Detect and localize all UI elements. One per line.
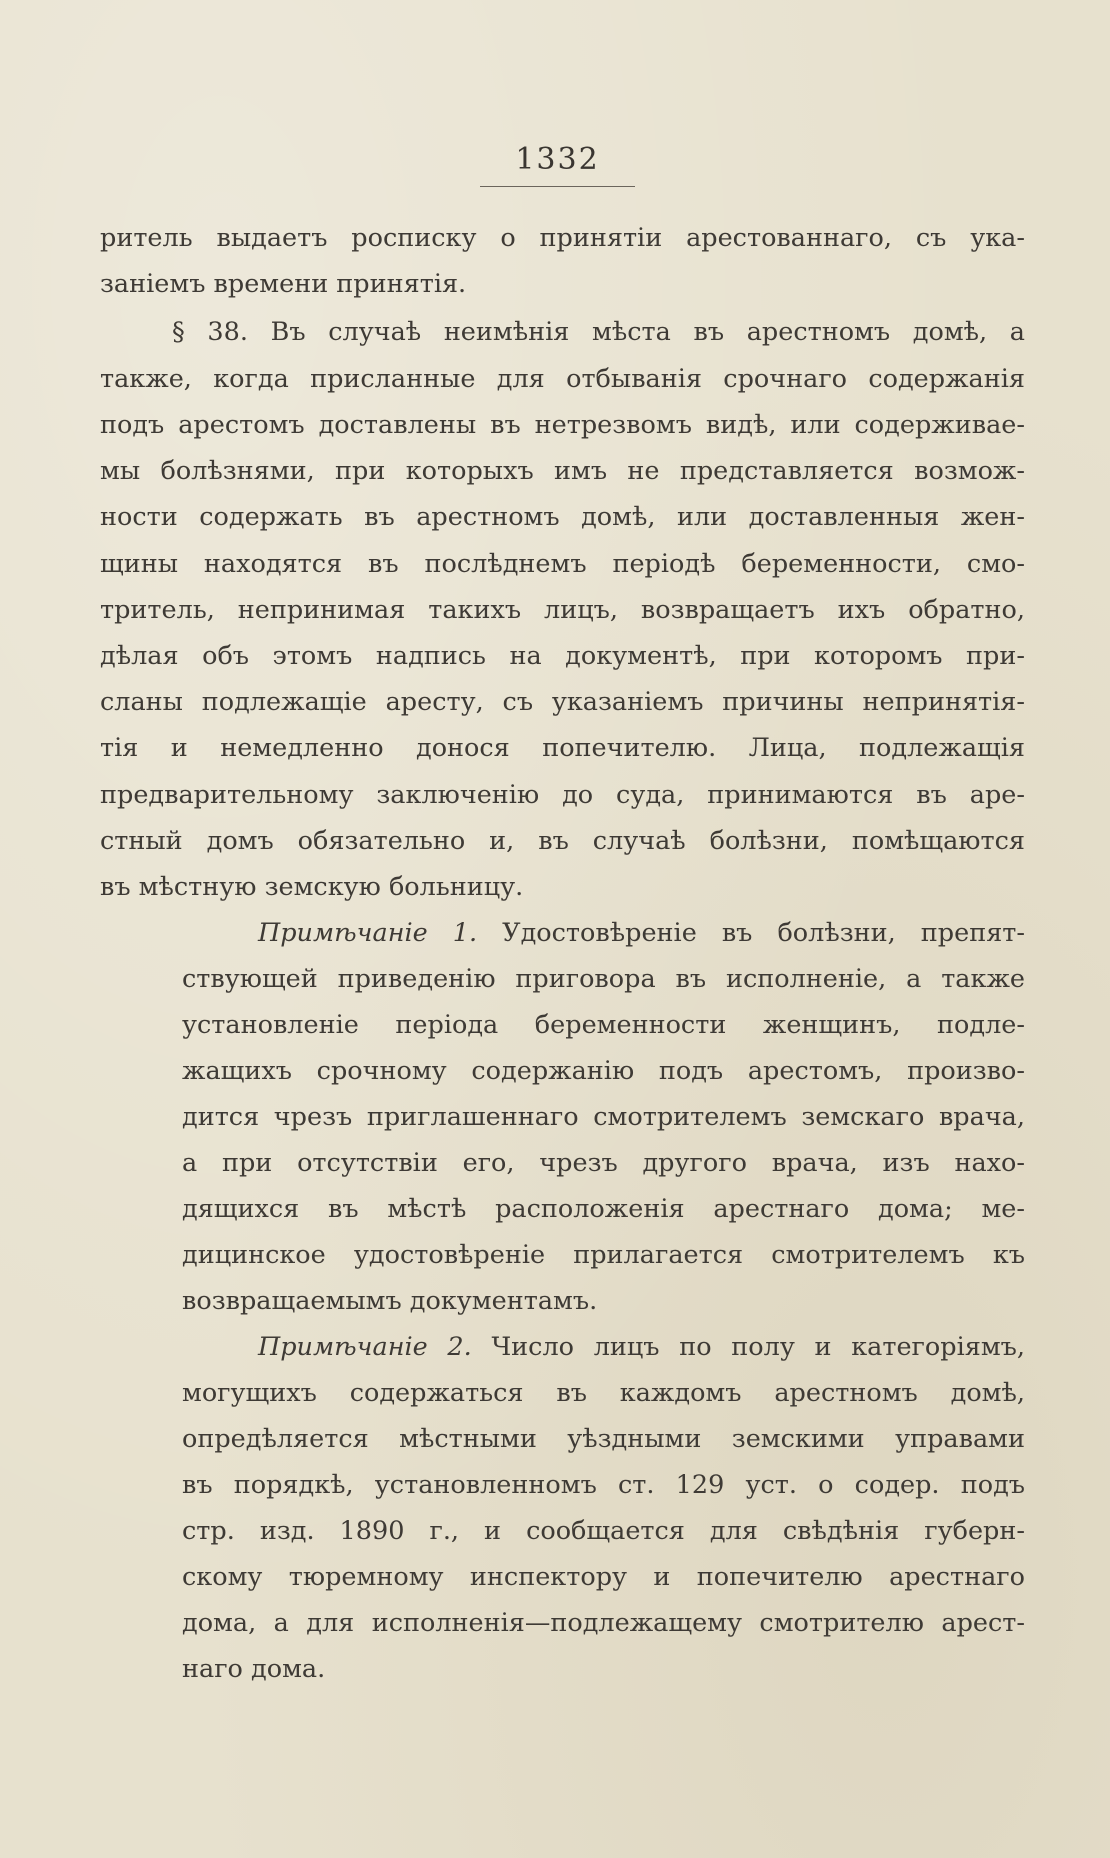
note-2-text: Число лицъ по полу и категоріямъ, (491, 1332, 1025, 1362)
note-1-line: дящихся въ мѣстѣ расположенія арестнаго дома; ме- (182, 1194, 1025, 1224)
text-line: ности содержать въ арестномъ домѣ, или доставленныя жен- (100, 502, 1025, 532)
page-number-rule (480, 186, 635, 187)
text-line: заніемъ времени принятія. (100, 269, 467, 299)
note-2-line: въ порядкѣ, установленномъ ст. 129 уст. о содер. подъ (182, 1470, 1025, 1500)
text-line: стный домъ обязательно и, въ случаѣ болѣзни, помѣщаются (100, 826, 1025, 856)
note-1-line: дицинское удостовѣреніе прилагается смотрителемъ къ (182, 1240, 1025, 1270)
note-1-label: Примѣчаніе 1. (258, 918, 478, 948)
note-1-line: жащихъ срочному содержанію подъ арестомъ, произво- (182, 1056, 1025, 1086)
note-2-line: дома, а для исполненія—подлежащему смотрителю арест- (182, 1608, 1025, 1638)
note-1-line: установленіе періода беременности женщинъ, подле- (182, 1010, 1025, 1040)
note-2-line: стр. изд. 1890 г., и сообщается для свѣдѣнія губерн- (182, 1516, 1025, 1546)
section-38-first-line: § 38. Въ случаѣ неимѣнія мѣста въ арестномъ домѣ, а (172, 317, 1025, 347)
page-number: 1332 (515, 142, 600, 177)
text-line: щины находятся въ послѣднемъ періодѣ беременности, смо- (100, 549, 1025, 579)
note-1-text: Удостовѣреніе въ болѣзни, препят- (502, 918, 1026, 948)
note-2-line: могущихъ содержаться въ каждомъ арестномъ домѣ, (182, 1378, 1025, 1408)
note-1-first-line (258, 917, 1025, 949)
text-line: сланы подлежащіе аресту, съ указаніемъ причины непринятія- (100, 687, 1025, 717)
text-line: предварительному заключенію до суда, принимаются въ аре- (100, 780, 1025, 810)
note-2-line: наго дома. (182, 1654, 326, 1684)
note-1-line: а при отсутствіи его, чрезъ другого врача, изъ нахо- (182, 1148, 1025, 1178)
text-line: тритель, непринимая такихъ лицъ, возвращаетъ ихъ обратно, (100, 595, 1025, 625)
note-2-first-line (258, 1331, 1025, 1363)
note-1-line: дится чрезъ приглашеннаго смотрителемъ земскаго врача, (182, 1102, 1025, 1132)
text-line: дѣлая объ этомъ надпись на документѣ, при которомъ при- (100, 641, 1025, 671)
note-2-line: опредѣляется мѣстными уѣздными земскими управами (182, 1424, 1025, 1454)
note-1-line: ствующей приведенію приговора въ исполненіе, а также (182, 964, 1025, 994)
text-line: также, когда присланные для отбыванія срочнаго содержанія (100, 364, 1025, 394)
text-line: мы болѣзнями, при которыхъ имъ не представляется возмож- (100, 456, 1025, 486)
text-line: подъ арестомъ доставлены въ нетрезвомъ видѣ, или содерживае- (100, 410, 1025, 440)
text-line: ритель выдаетъ росписку о принятіи арестованнаго, съ ука- (100, 223, 1025, 253)
note-2-label: Примѣчаніе 2. (258, 1332, 472, 1362)
note-1-line: возвращаемымъ документамъ. (182, 1286, 598, 1316)
text-line: въ мѣстную земскую больницу. (100, 872, 524, 902)
note-2-line: скому тюремному инспектору и попечителю арестнаго (182, 1562, 1025, 1592)
text-line: тія и немедленно донося попечителю. Лица, подлежащія (100, 733, 1025, 763)
